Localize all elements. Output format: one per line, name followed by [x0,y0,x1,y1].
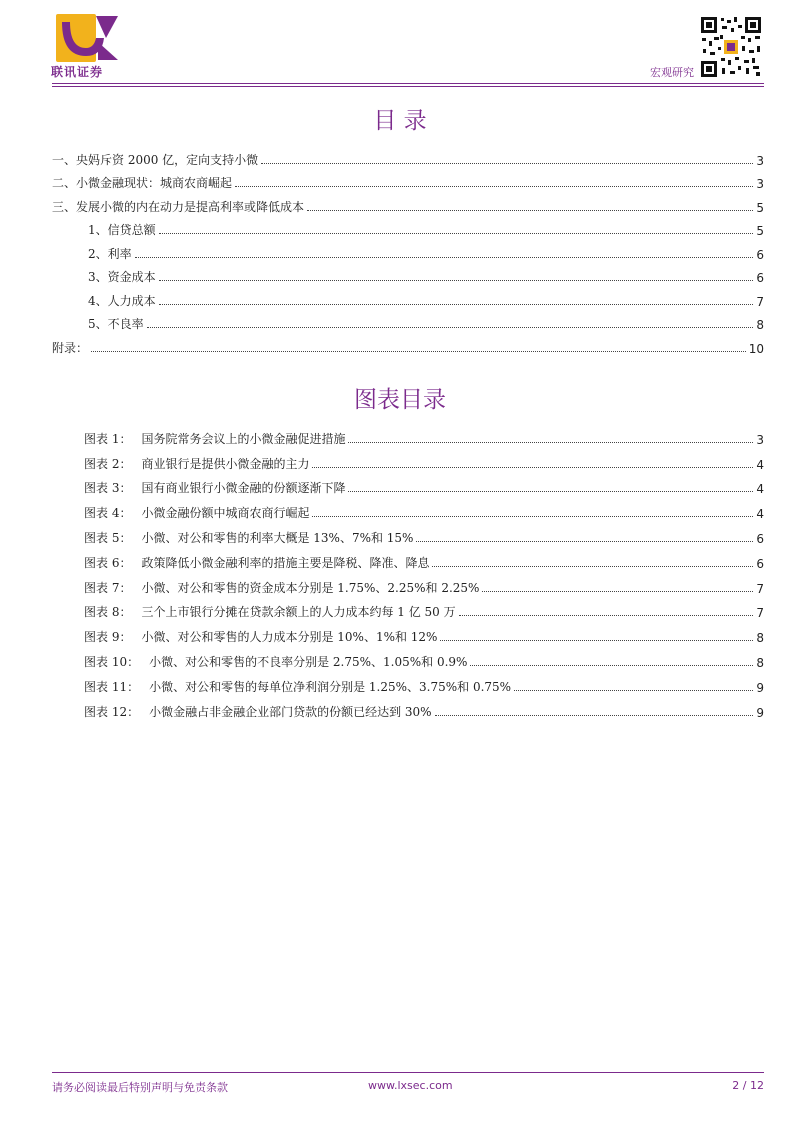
figure-label: 小微、对公和零售的不良率分别是 2.75%、1.05%和 0.9% [149,654,468,669]
section-label: 宏观研究 [650,66,694,79]
figure-item[interactable] [84,422,764,447]
figure-number: 图表 11： [84,679,140,694]
figure-page: 7 [756,581,764,596]
figure-page: 4 [756,457,764,472]
figure-item[interactable] [84,546,764,571]
figure-label: 小微金融占非金融企业部门贷款的份额已经达到 30% [149,704,432,719]
figure-number: 图表 6： [84,555,132,570]
figure-label: 小微、对公和零售的每单位净利润分别是 1.25%、3.75%和 0.75% [149,679,512,694]
toc-item-label: 5、不良率 [88,317,144,331]
figure-item[interactable] [84,670,764,695]
toc-item-page: 3 [756,177,764,191]
figure-number: 图表 3： [84,481,132,496]
figure-number: 图表 7： [84,580,132,595]
qr-code-icon [700,16,762,78]
header-divider-secondary [52,86,764,87]
figure-item[interactable] [84,695,764,720]
toc-item-page: 6 [756,247,764,262]
toc-subitem[interactable] [52,262,764,286]
footer-website-link[interactable]: www.lxsec.com [368,1079,453,1092]
figure-page: 7 [756,606,764,621]
figure-number: 图表 2： [84,456,132,471]
figure-label: 小微、对公和零售的利率大概是 13%、7%和 15% [141,530,414,545]
figure-item[interactable] [84,620,764,645]
figure-number: 图表 12： [84,704,140,719]
toc-item-label: 3、资金成本 [88,270,156,284]
toc-subitem[interactable] [52,215,764,239]
figure-item[interactable] [84,447,764,472]
toc-item-label: 二、小微金融现状：城商农商崛起 [52,176,233,190]
figure-number: 图表 8： [84,605,132,620]
toc-item-page: 7 [756,294,764,309]
footer-disclaimer: 请务必阅读最后特别声明与免责条款 [52,1081,228,1094]
toc-subitem[interactable] [52,309,764,333]
figure-page: 8 [756,631,764,646]
figure-number: 图表 9： [84,630,132,645]
figure-label: 商业银行是提供小微金融的主力 [141,456,310,471]
figure-number: 图表 5： [84,530,132,545]
figure-page: 6 [756,556,764,571]
toc-item[interactable] [52,144,764,168]
figure-label: 政策降低小微金融利率的措施主要是降税、降准、降息 [141,555,430,570]
figure-page: 6 [756,531,764,546]
figure-page: 9 [756,705,764,720]
toc-item-label: 2、利率 [88,246,132,261]
figure-page: 4 [756,507,764,522]
toc-subitem[interactable] [52,238,764,262]
toc-item-page: 5 [756,200,764,215]
figure-number: 图表 1： [84,431,132,446]
figures-title: 图表目录 [354,387,446,413]
figure-item[interactable] [84,571,764,596]
figure-item[interactable] [84,472,764,497]
figure-item[interactable] [84,596,764,621]
toc-subitem[interactable] [52,285,764,309]
logo-text: 联讯证券 [51,65,104,79]
toc-item[interactable] [52,332,764,356]
toc-item-page: 6 [756,271,764,285]
figure-number: 图表 10： [84,654,140,669]
toc-item-page: 5 [756,224,764,238]
toc-item-page: 8 [756,318,764,332]
figure-label: 小微、对公和零售的资金成本分别是 1.75%、2.25%和 2.25% [141,580,480,595]
toc-item[interactable] [52,168,764,192]
figure-label: 三个上市银行分摊在贷款余额上的人力成本约每 1 亿 50 万 [141,605,456,620]
toc-item-page: 3 [756,153,764,168]
footer-page-indicator: 2 / 12 [732,1079,764,1092]
figure-item[interactable] [84,521,764,546]
toc-item-label: 一、央妈斥资 2000 亿，定向支持小微 [52,152,259,167]
toc-list [52,144,764,356]
toc-item-page: 10 [748,341,764,356]
toc-title: 目 录 [373,108,427,134]
figure-label: 国务院常务会议上的小微金融促进措施 [141,431,346,446]
figure-page: 4 [756,482,764,497]
footer-divider [52,1072,764,1073]
toc-item-label: 三、发展小微的内在动力是提高利率或降低成本 [52,199,305,214]
figure-page: 3 [756,432,764,447]
page-header [0,0,800,90]
toc-item-label: 附录： [52,340,89,355]
figure-page: 9 [756,680,764,695]
figure-label: 小微、对公和零售的人力成本分别是 10%、1%和 12% [141,630,438,645]
figure-label: 国有商业银行小微金融的份额逐渐下降 [141,481,346,496]
header-divider [52,83,764,84]
figure-page: 8 [756,655,764,670]
figure-number: 图表 4： [84,506,132,521]
toc-item-label: 4、人力成本 [88,293,156,308]
toc-item-label: 1、信贷总额 [88,223,156,237]
toc-item[interactable] [52,191,764,215]
figures-list [84,422,764,720]
figure-item[interactable] [84,496,764,521]
figure-label: 小微金融份额中城商农商行崛起 [141,506,310,521]
figure-item[interactable] [84,645,764,670]
